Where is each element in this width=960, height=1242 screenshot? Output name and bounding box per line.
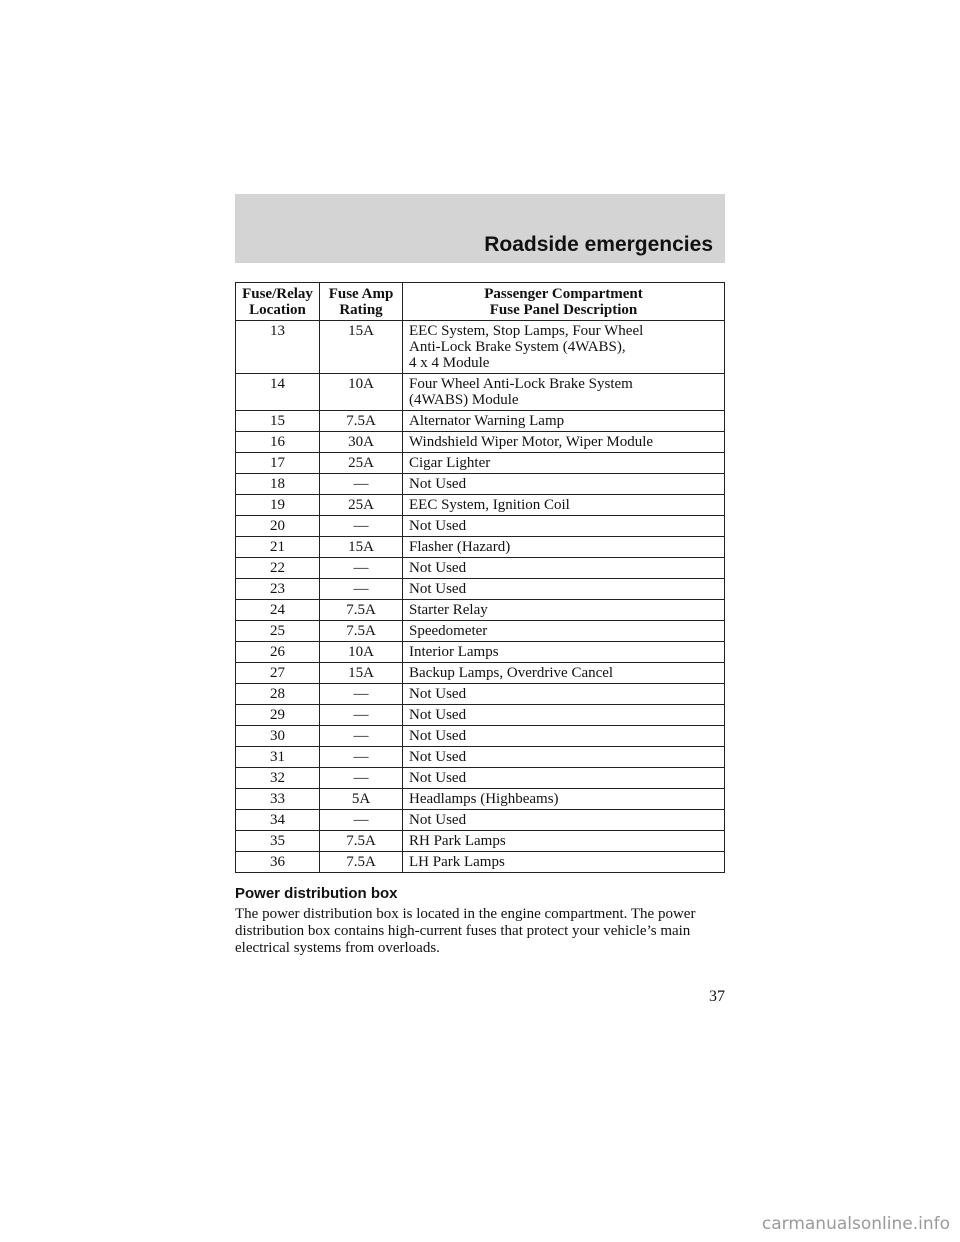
cell-location: 13 [236,321,320,374]
cell-location: 33 [236,789,320,810]
cell-description: Cigar Lighter [403,453,725,474]
table-row [236,374,725,411]
cell-location: 32 [236,768,320,789]
cell-description: EEC System, Stop Lamps, Four Wheel Anti-Lock Brake System (4WABS), 4 x 4 Module [403,321,725,374]
cell-location: 20 [236,516,320,537]
cell-amp-rating: 30A [320,432,403,453]
cell-location: 34 [236,810,320,831]
cell-description: Not Used [403,705,725,726]
table-row [236,411,725,432]
cell-amp-rating: 10A [320,374,403,411]
table-row [236,768,725,789]
cell-amp-rating: — [320,726,403,747]
table-header-row [236,283,725,321]
fuse-table-body [236,321,725,873]
table-row [236,474,725,495]
table-row [236,558,725,579]
cell-amp-rating: 15A [320,537,403,558]
cell-description: LH Park Lamps [403,852,725,873]
cell-location: 15 [236,411,320,432]
cell-location: 17 [236,453,320,474]
watermark: carmanualsonline.info [761,1214,950,1234]
cell-location: 23 [236,579,320,600]
cell-location: 31 [236,747,320,768]
cell-amp-rating: 7.5A [320,831,403,852]
column-header-amp-rating: Fuse Amp Rating [320,283,403,321]
cell-amp-rating: — [320,684,403,705]
cell-description: Interior Lamps [403,642,725,663]
cell-description: Speedometer [403,621,725,642]
table-row [236,663,725,684]
cell-amp-rating: — [320,474,403,495]
table-row [236,705,725,726]
page-number: 37 [709,988,725,1005]
column-header-description: Passenger Compartment Fuse Panel Description [403,283,725,321]
cell-location: 36 [236,852,320,873]
table-row [236,321,725,374]
cell-description: Not Used [403,684,725,705]
cell-amp-rating: — [320,516,403,537]
cell-location: 35 [236,831,320,852]
cell-description: Flasher (Hazard) [403,537,725,558]
cell-amp-rating: — [320,558,403,579]
cell-location: 29 [236,705,320,726]
cell-description: Not Used [403,558,725,579]
table-row [236,621,725,642]
table-row [236,642,725,663]
cell-amp-rating: — [320,579,403,600]
table-row [236,537,725,558]
cell-description: Not Used [403,474,725,495]
section-heading: Power distribution box [235,885,398,902]
table-row [236,432,725,453]
table-row [236,600,725,621]
cell-description: RH Park Lamps [403,831,725,852]
cell-description: Alternator Warning Lamp [403,411,725,432]
table-row [236,684,725,705]
cell-amp-rating: 15A [320,321,403,374]
cell-location: 25 [236,621,320,642]
cell-location: 14 [236,374,320,411]
cell-description: Not Used [403,579,725,600]
cell-amp-rating: 10A [320,642,403,663]
cell-description: Not Used [403,810,725,831]
cell-location: 27 [236,663,320,684]
cell-amp-rating: 25A [320,453,403,474]
fuse-table [235,282,725,873]
cell-location: 21 [236,537,320,558]
table-row [236,579,725,600]
cell-location: 28 [236,684,320,705]
cell-amp-rating: — [320,705,403,726]
cell-amp-rating: 7.5A [320,600,403,621]
table-row [236,516,725,537]
cell-amp-rating: 15A [320,663,403,684]
cell-location: 30 [236,726,320,747]
cell-amp-rating: — [320,810,403,831]
cell-description: Not Used [403,747,725,768]
cell-location: 22 [236,558,320,579]
cell-description: Backup Lamps, Overdrive Cancel [403,663,725,684]
cell-location: 24 [236,600,320,621]
cell-description: Four Wheel Anti-Lock Brake System (4WABS) Module [403,374,725,411]
cell-description: Not Used [403,516,725,537]
body-paragraph: The power distribution box is located in the engine compartment. The power distribution box contains high-current fuses that protect your vehicle’s main electrical systems from overloads. [235,906,696,956]
cell-description: Windshield Wiper Motor, Wiper Module [403,432,725,453]
table-row [236,810,725,831]
cell-location: 26 [236,642,320,663]
cell-location: 16 [236,432,320,453]
cell-amp-rating: — [320,747,403,768]
cell-amp-rating: 7.5A [320,621,403,642]
cell-description: Not Used [403,726,725,747]
cell-amp-rating: — [320,768,403,789]
column-header-location: Fuse/Relay Location [236,283,320,321]
table-row [236,789,725,810]
cell-description: EEC System, Ignition Coil [403,495,725,516]
table-row [236,453,725,474]
cell-description: Not Used [403,768,725,789]
table-row [236,726,725,747]
table-row [236,747,725,768]
table-row [236,495,725,516]
cell-location: 19 [236,495,320,516]
cell-amp-rating: 7.5A [320,852,403,873]
section-title: Roadside emergencies [484,233,713,256]
cell-description: Starter Relay [403,600,725,621]
cell-amp-rating: 25A [320,495,403,516]
cell-description: Headlamps (Highbeams) [403,789,725,810]
table-row [236,852,725,873]
section-header-band [235,194,725,263]
table-row [236,831,725,852]
cell-location: 18 [236,474,320,495]
cell-amp-rating: 5A [320,789,403,810]
cell-amp-rating: 7.5A [320,411,403,432]
